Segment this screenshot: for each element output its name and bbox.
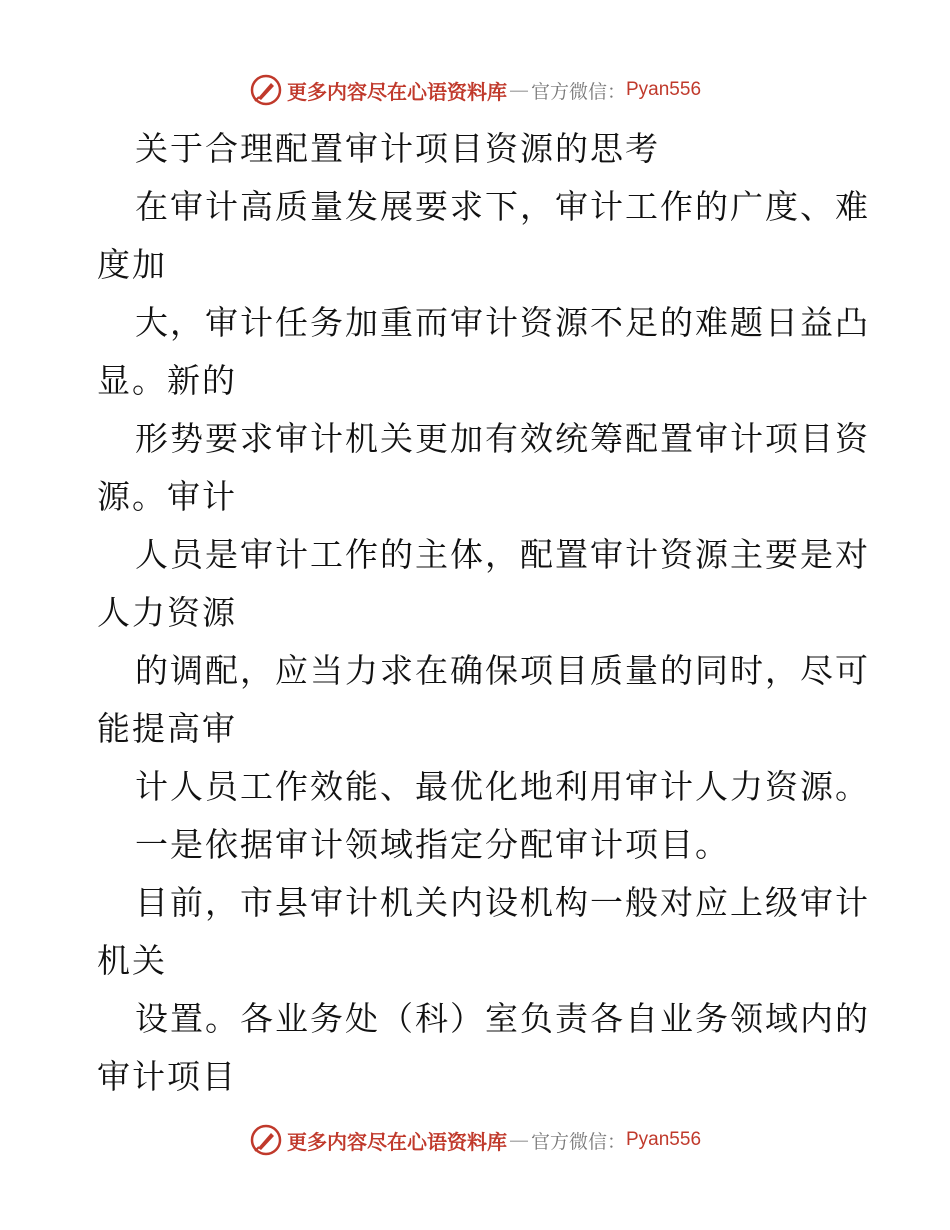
text-line: 计人员工作效能、最优化地利用审计人力资源。 — [135, 767, 870, 806]
quill-logo-icon — [249, 73, 283, 107]
text-line: 人员是审计工作的主体，配置审计资源主要是对 — [135, 535, 870, 574]
banner-separator: — — [508, 78, 529, 102]
text-line: 审计项目 — [97, 1057, 237, 1096]
banner-title: 更多内容尽在心语资料库 — [286, 1129, 507, 1154]
banner-title: 更多内容尽在心语资料库 — [286, 79, 507, 104]
banner-wechat-id: Pyan556 — [626, 79, 702, 100]
text-line: 在审计高质量发展要求下，审计工作的广度、难 — [135, 187, 870, 226]
header-banner — [0, 70, 950, 110]
text-line: 目前，市县审计机关内设机构一般对应上级审计 — [135, 883, 870, 922]
footer-banner — [0, 1120, 950, 1160]
banner-wechat-label: 官方微信： — [530, 1130, 626, 1153]
document-body — [97, 120, 870, 1106]
text-line: 的调配，应当力求在确保项目质量的同时，尽可 — [135, 651, 870, 690]
text-line: 能提高审 — [97, 709, 237, 748]
text-line: 度加 — [97, 245, 167, 284]
text-line: 源。审计 — [97, 477, 237, 516]
quill-logo-icon — [249, 1123, 283, 1157]
banner-separator: — — [508, 1128, 529, 1152]
text-line: 设置。各业务处（科）室负责各自业务领域内的 — [135, 999, 870, 1038]
text-line: 形势要求审计机关更加有效统筹配置审计项目资 — [135, 419, 870, 458]
text-line: 人力资源 — [97, 593, 237, 632]
text-line: 大，审计任务加重而审计资源不足的难题日益凸 — [135, 303, 870, 342]
text-line: 显。新的 — [97, 361, 237, 400]
section-heading: 一是依据审计领域指定分配审计项目。 — [135, 825, 730, 864]
banner-wechat-id: Pyan556 — [626, 1129, 702, 1150]
text-line: 机关 — [97, 941, 167, 980]
banner-wechat-label: 官方微信： — [530, 80, 626, 103]
doc-title: 关于合理配置审计项目资源的思考 — [135, 129, 660, 168]
